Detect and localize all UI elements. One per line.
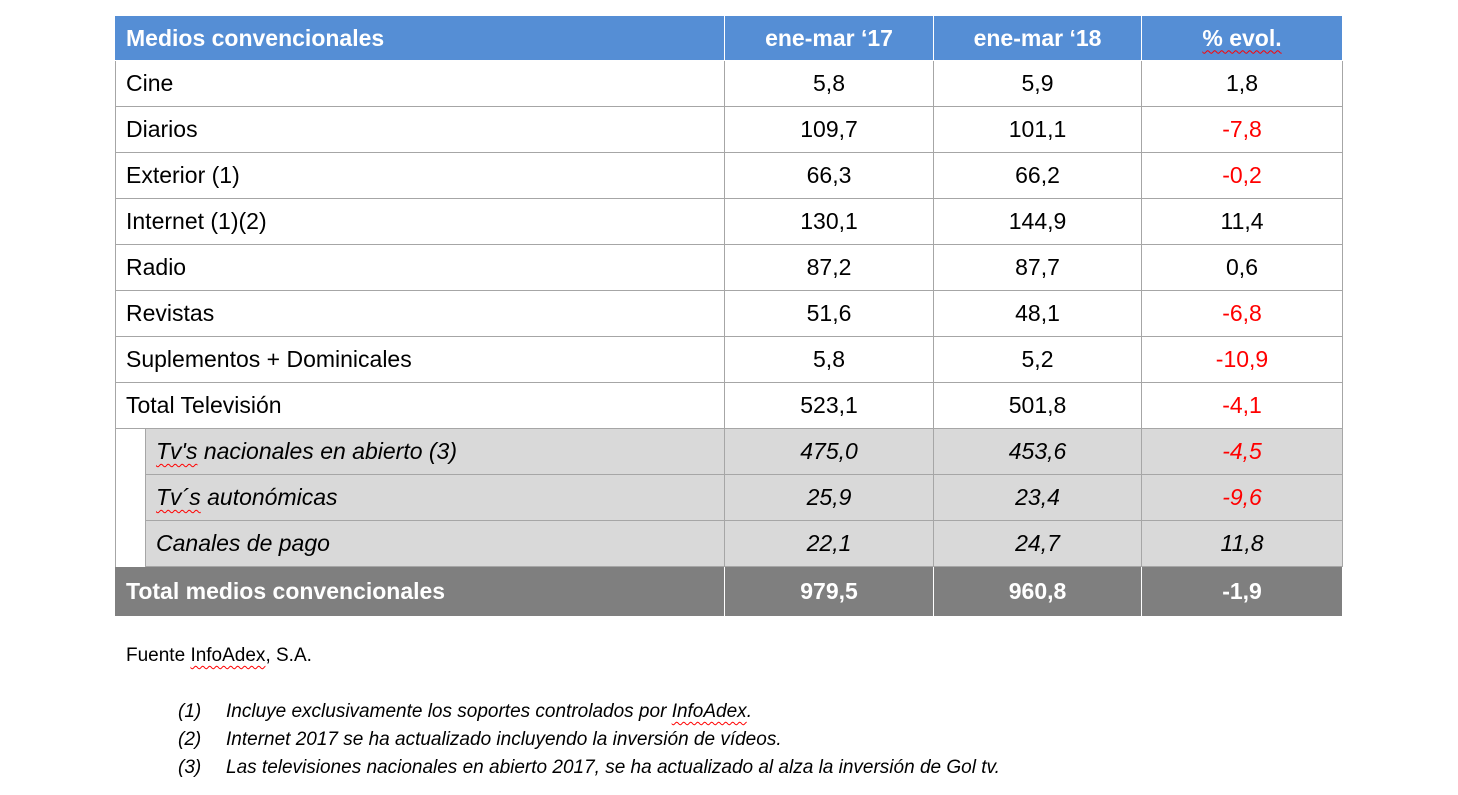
footnote-text: Las televisiones nacionales en abierto 2017, se ha actualizado al alza la inversión de Gol tv. xyxy=(226,757,1000,778)
row-value-2018: 5,9 xyxy=(934,61,1142,107)
subrow-value-2018: 23,4 xyxy=(934,475,1142,521)
row-evolution: -4,1 xyxy=(1142,383,1343,429)
table-total-row xyxy=(116,567,1343,617)
table-row xyxy=(116,291,1343,337)
row-evolution: -6,8 xyxy=(1142,291,1343,337)
table-row xyxy=(116,199,1343,245)
total-value-2018: 960,8 xyxy=(934,567,1142,617)
header-category: Medios convencionales xyxy=(116,16,725,61)
row-value-2018: 144,9 xyxy=(934,199,1142,245)
table-header-row xyxy=(116,16,1343,61)
media-investment-table-container xyxy=(115,15,1342,617)
footnote xyxy=(178,754,1000,782)
table-row xyxy=(116,61,1343,107)
row-value-2017: 5,8 xyxy=(725,61,934,107)
table-row xyxy=(116,337,1343,383)
header-evolution: % evol. xyxy=(1142,16,1343,61)
table-subrow xyxy=(116,475,1343,521)
row-value-2017: 5,8 xyxy=(725,337,934,383)
row-value-2018: 101,1 xyxy=(934,107,1142,153)
footnotes xyxy=(178,698,1000,782)
source-name: InfoAdex xyxy=(190,645,266,666)
footnote-number: (3) xyxy=(178,757,202,778)
row-label: Total Televisión xyxy=(116,383,725,429)
footnote-text: Incluye exclusivamente los soportes controlados por InfoAdex. xyxy=(226,701,752,722)
row-value-2017: 130,1 xyxy=(725,199,934,245)
total-label: Total medios convencionales xyxy=(116,567,725,617)
header-period-2017: ene-mar ‘17 xyxy=(725,16,934,61)
row-label: Internet (1)(2) xyxy=(116,199,725,245)
row-value-2018: 5,2 xyxy=(934,337,1142,383)
subrow-evolution: 11,8 xyxy=(1142,521,1343,567)
row-value-2017: 51,6 xyxy=(725,291,934,337)
footnote-number: (1) xyxy=(178,701,202,722)
footnote xyxy=(178,726,1000,754)
subrow-indent xyxy=(116,429,146,475)
row-evolution: -0,2 xyxy=(1142,153,1343,199)
source-prefix: Fuente xyxy=(126,645,191,666)
table-row xyxy=(116,107,1343,153)
subrow-indent xyxy=(116,521,146,567)
row-value-2017: 66,3 xyxy=(725,153,934,199)
table-row xyxy=(116,383,1343,429)
subrow-evolution: -4,5 xyxy=(1142,429,1343,475)
subrow-value-2018: 24,7 xyxy=(934,521,1142,567)
total-value-2017: 979,5 xyxy=(725,567,934,617)
source-suffix: , S.A. xyxy=(265,645,312,666)
subrow-value-2018: 453,6 xyxy=(934,429,1142,475)
header-period-2018: ene-mar ‘18 xyxy=(934,16,1142,61)
subrow-label: Tv's nacionales en abierto (3) xyxy=(146,429,725,475)
footnote-text: Internet 2017 se ha actualizado incluyendo la inversión de vídeos. xyxy=(226,729,782,750)
row-value-2017: 109,7 xyxy=(725,107,934,153)
row-label: Radio xyxy=(116,245,725,291)
subrow-label: Canales de pago xyxy=(146,521,725,567)
row-value-2017: 87,2 xyxy=(725,245,934,291)
subrow-label: Tv´s autonómicas xyxy=(146,475,725,521)
subrow-value-2017: 22,1 xyxy=(725,521,934,567)
table-row xyxy=(116,245,1343,291)
footnote xyxy=(178,698,1000,726)
subrow-value-2017: 25,9 xyxy=(725,475,934,521)
row-label: Diarios xyxy=(116,107,725,153)
total-evolution: -1,9 xyxy=(1142,567,1343,617)
row-evolution: -7,8 xyxy=(1142,107,1343,153)
row-value-2018: 48,1 xyxy=(934,291,1142,337)
subrow-indent xyxy=(116,475,146,521)
row-evolution: 0,6 xyxy=(1142,245,1343,291)
row-label: Exterior (1) xyxy=(116,153,725,199)
row-label: Suplementos + Dominicales xyxy=(116,337,725,383)
source-note xyxy=(126,645,312,667)
table-subrow xyxy=(116,429,1343,475)
footnote-number: (2) xyxy=(178,729,202,750)
row-value-2017: 523,1 xyxy=(725,383,934,429)
row-value-2018: 87,7 xyxy=(934,245,1142,291)
row-label: Revistas xyxy=(116,291,725,337)
table-subrow xyxy=(116,521,1343,567)
row-evolution: -10,9 xyxy=(1142,337,1343,383)
row-value-2018: 66,2 xyxy=(934,153,1142,199)
table-row xyxy=(116,153,1343,199)
row-evolution: 1,8 xyxy=(1142,61,1343,107)
row-value-2018: 501,8 xyxy=(934,383,1142,429)
media-investment-table xyxy=(115,15,1343,617)
subrow-evolution: -9,6 xyxy=(1142,475,1343,521)
row-evolution: 11,4 xyxy=(1142,199,1343,245)
row-label: Cine xyxy=(116,61,725,107)
subrow-value-2017: 475,0 xyxy=(725,429,934,475)
